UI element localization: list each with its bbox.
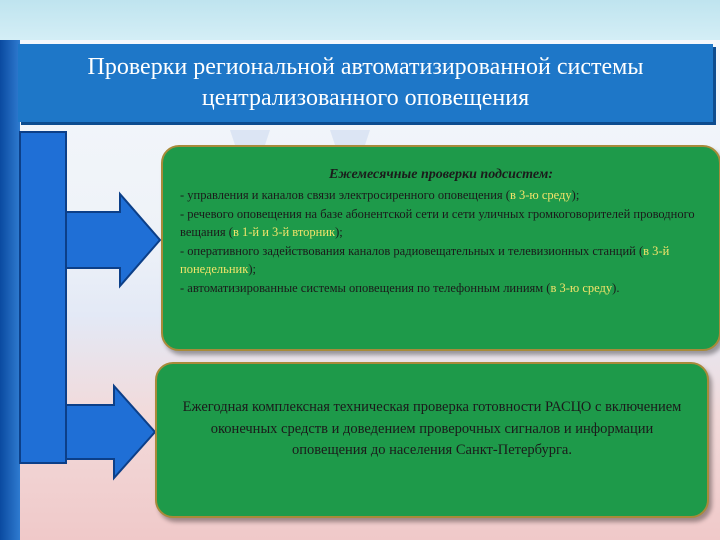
title-line-1: Проверки региональной автоматизированной системы [87,54,644,80]
monthly-item-1: - управления и каналов связи электросиренного оповещения (в 3-ю среду); [180,188,580,202]
monthly-item-4: - автоматизированные системы оповещения по телефонным линиям (в 3-ю среду). [180,280,620,295]
annual-check-card [155,362,709,518]
title-line-2: централизованного оповещения [201,85,530,111]
monthly-checks-heading: Ежемесячные проверки подсистем: [329,167,553,182]
arrow-to-monthly-icon [66,194,160,286]
monthly-checks-list [163,186,719,298]
annual-check-text: Ежегодная комплексная техническая проверка готовности РАСЦО с включением оконечных средств и доведением проверочных сигналов и информации оповещения до населения Санкт-Петербурга. [182,399,682,458]
title-banner [18,44,713,122]
schedule-highlight: в 3-ю среду [509,188,572,202]
vertical-connector [20,132,66,463]
monthly-item-2: - речевого оповещения на базе абонентской сети и сети уличных громкоговорителей проводного вещания (в 1-й и 3-й вторник); [180,206,695,240]
schedule-highlight: в 1-й и 3-й вторник [232,225,336,240]
arrow-to-annual-icon [66,386,155,478]
monthly-item-3: - оперативного задействования каналов радиовещательных и телевизионных станций (в 3-й понедельник); [180,243,670,277]
monthly-checks-card [161,145,720,351]
schedule-highlight: в 3-ю среду [550,280,613,295]
schedule-highlight: в 3-й понедельник [180,243,670,277]
slide-title [18,52,713,114]
